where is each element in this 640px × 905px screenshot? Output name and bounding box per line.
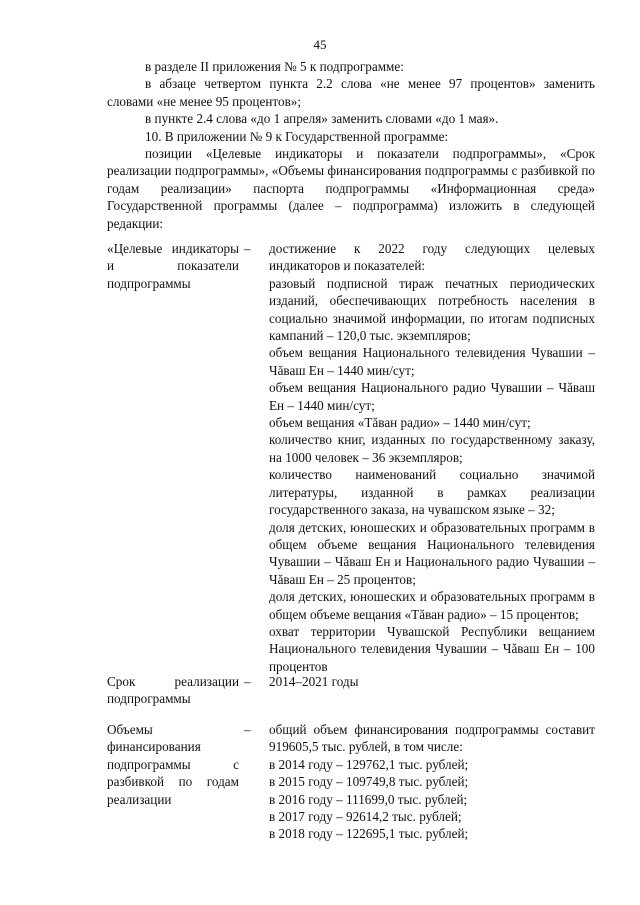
value-line: в 2015 году – 109749,8 тыс. рублей; (269, 774, 469, 790)
value-line: в 2014 году – 129762,1 тыс. рублей; (269, 756, 469, 772)
page-number: 45 (313, 37, 327, 52)
value-line: количество книг, изданных по государственному заказу, на 1000 человек – 36 экземпляров; (269, 432, 595, 465)
row-label: Объемы финансирования подпрограммы с разбивкой по годам реализации (107, 722, 239, 807)
row-dash: – (244, 722, 251, 737)
intro-paragraph: в разделе II приложения № 5 к подпрограмме: (145, 59, 404, 74)
row-label: «Целевые индикаторы и показатели подпрограммы (107, 241, 239, 291)
intro-paragraph: 10. В приложении № 9 к Государственной программе: (145, 128, 449, 144)
value-line: достижение к 2022 году следующих целевых индикаторов и показателей: (269, 241, 595, 274)
intro-paragraph: в абзаце четвертом пункта 2.2 слова «не менее 97 процентов» заменить словами «не менее 95 процентов»; (107, 76, 595, 109)
value-line: в 2018 году – 122695,1 тыс. рублей; (269, 826, 469, 842)
value-line: 2014–2021 годы (269, 674, 359, 689)
intro-paragraph: позиции «Целевые индикаторы и показатели подпрограммы», «Срок реализации подпрограммы», «Объемы финансирования подпрограммы с разбивкой по годам реализации» паспорта подпрограммы «Информационная среда» Государственной программы (далее – подпрограмма) изложить в следующей редакции: (107, 146, 595, 231)
value-line: доля детских, юношеских и образовательных программ в общем объеме вещания Национального телевидения Чувашии – Чăваш Ен и Национального радио Чувашии – Чăваш Ен – 25 процентов; (269, 519, 595, 587)
row-value (269, 673, 595, 690)
value-line: в 2016 году – 111699,0 тыс. рублей; (269, 791, 468, 807)
row-value (269, 240, 595, 675)
intro-text (107, 58, 595, 232)
value-line: охват территории Чувашской Республики вещанием Национального телевидения Чувашии – Чăваш Ен – 100 процентов (269, 623, 595, 674)
row-dash: – (244, 241, 251, 256)
intro-paragraph: в пункте 2.4 слова «до 1 апреля» заменить словами «до 1 мая». (145, 111, 499, 127)
value-line: общий объем финансирования подпрограммы составит 919605,5 тыс. рублей, в том числе: (269, 722, 595, 755)
row-value (269, 721, 595, 843)
value-line: объем вещания Национального радио Чувашии – Чăваш Ен – 1440 мин/сут; (269, 380, 595, 413)
value-line: объем вещания Национального телевидения Чувашии – Чăваш Ен – 1440 мин/сут; (269, 345, 595, 378)
value-line: объем вещания «Тăван радио» – 1440 мин/сут; (269, 415, 531, 431)
row-dash: – (244, 674, 251, 689)
value-line: разовый подписной тираж печатных периодических изданий, обеспечивающих потребность населения в социально значимой информации, по итогам подписных кампаний – 120,0 тыс. экземпляров; (269, 275, 595, 344)
row-label: Срок реализации подпрограммы (107, 674, 239, 707)
value-line: доля детских, юношеских и образовательных программ в общем объеме вещания «Тăван радио» – 15 процентов; (269, 589, 595, 622)
value-line: в 2017 году – 92614,2 тыс. рублей; (269, 809, 462, 825)
value-line: количество наименований социально значимой литературы, изданной в рамках реализации государственного заказа, на чувашском языке – 32; (269, 467, 595, 518)
